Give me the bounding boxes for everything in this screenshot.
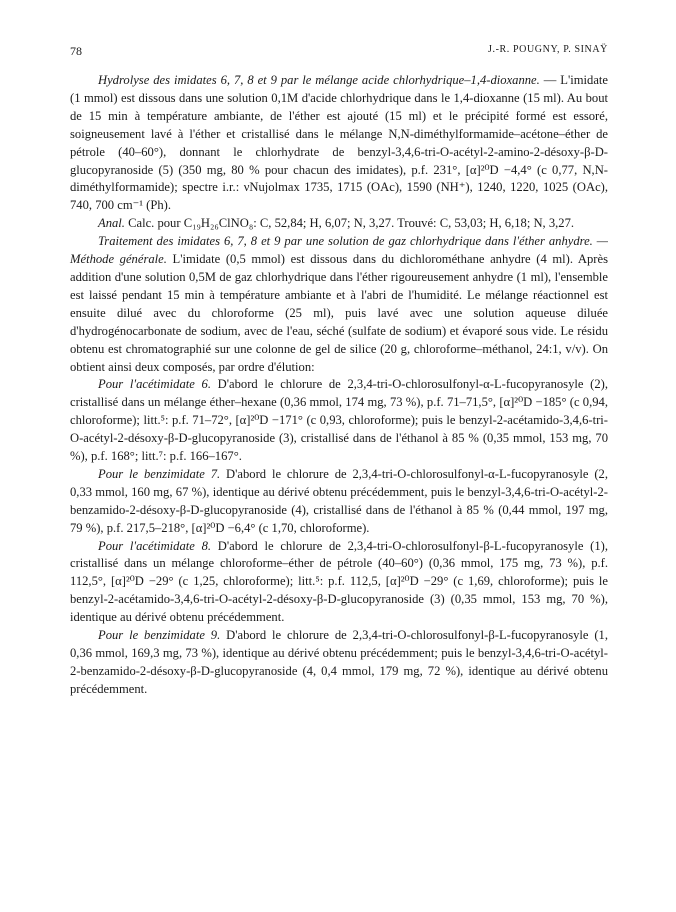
paragraph-traitement xyxy=(70,233,608,376)
paragraph-title: Pour le benzimidate 9. xyxy=(98,628,221,643)
paragraph-title: Traitement des imidates 6, 7, 8 et 9 par une solution de gaz chlorhydrique dans l'éther anhydre. — Méthode générale. xyxy=(70,234,608,267)
page-header xyxy=(70,44,608,62)
paragraph-analysis xyxy=(70,215,608,233)
paragraph-text: L'imidate (0,5 mmol) est dissous dans du dichlorométhane anhydre (4 ml). Après addition d'une solution 0,5M de gaz chlorhydrique dans l'éther rigoureusement anhydre (1 ml), l'ensemble est laissé pendant 15 min à température ambiante et à l'abri de l'humidité. Le mélange réactionnel est ensuite dilué avec du chloroforme (25 ml), puis lavé avec une solution aqueuse diluée d'hydrogénocarbonate de sodium, avec de l'eau, séché (sulfate de sodium) et évaporé sous vide. Le résidu obtenu est chromatographié sur une colonne de gel de silice (20 g, chloroforme–méthanol, 24:1, v/v). On obtient ainsi deux composés, par ordre d'élution: xyxy=(70,252,608,374)
paragraph-acetimidate-6 xyxy=(70,376,608,466)
paragraph-title: Pour l'acétimidate 6. xyxy=(98,377,211,392)
running-head: J.-R. POUGNY, P. SINAŸ xyxy=(488,44,608,55)
paragraph-title: Pour l'acétimidate 8. xyxy=(98,538,212,553)
page-number: 78 xyxy=(70,44,82,58)
paragraph-text: D'abord le chlorure de 2,3,4-tri-O-chlorosulfonyl-α-L-fucopyranosyle (2), cristallisé dans un mélange éther–hexane (0,36 mmol, 174 mg, 73 %), p.f. 71–71,5°, [α]²⁰D −185° (c 0,94, chloroforme); litt.⁵: p.f. 71–72°, [α]²⁰D −171° (c 0,93, chloroforme); puis le benzyl-2-acétamido-3,4,6-tri-O-acétyl-2-désoxy-β-D-glucopyranoside (3), cristallisé dans de l'éthanol à 85 % (0,35 mmol, 153 mg, 70 %), p.f. 168°; litt.⁷: p.f. 166–167°. xyxy=(70,377,608,464)
paragraph-text: D'abord le chlorure de 2,3,4-tri-O-chlorosulfonyl-β-L-fucopyranosyle (1, 0,36 mmol, 169,3 mg, 73 %), identique au dérivé obtenu précédemment; puis le benzyl-3,4,6-tri-O-acétyl-2-benzamido-2-désoxy-β-D-glucopyranoside (4, 0,4 mmol, 179 mg, 72 %), identique au dérivé obtenu précédemment. xyxy=(70,628,609,696)
article-body xyxy=(70,72,608,699)
paragraph-text: D'abord le chlorure de 2,3,4-tri-O-chlorosulfonyl-β-L-fucopyranosyle (1), cristallisé dans un mélange chloroforme–éther de pétrole (40–60°) (0,36 mmol, 175 mg, 73 %), p.f. 112,5°, [α]²⁰D −29° (c 1,25, chloroforme); litt.⁵: p.f. 112,5, [α]²⁰D −29° (c 1,69, chloroforme); puis le benzyl-2-acétamido-3,4,6-tri-O-acétyl-2-désoxy-β-D-glucopyranoside (3) (0,35 mmol, 153 mg, 70 %), identique au dérivé obtenu précédemment. xyxy=(70,538,608,625)
paragraph-benzimidate-9 xyxy=(70,627,608,699)
paragraph-benzimidate-7 xyxy=(70,466,608,538)
paragraph-text: — L'imidate (1 mmol) est dissous dans une solution 0,1M d'acide chlorhydrique dans le 1,4-dioxanne (15 ml). Au bout de 15 min à température ambiante, de l'éther est ajouté (15 ml) et le précipité formé est essoré, soigneusement lavé à l'éther et cristallisé dans le mélange N,N-diméthylformamide–acétone–éther de pétrole (40–60°), donnant le chlorhydrate de benzyl-3,4,6-tri-O-acétyl-2-amino-2-désoxy-β-D-glucopyranoside (5) (350 mg, 80 % pour chacun des imidates), p.f. 231°, [α]²⁰D −4,4° (c 0,77, N,N-diméthylformamide); spectre i.r.: νNujolmax 1735, 1715 (OAc), 1590 (NH⁺), 1240, 1220, 1025 (OAc), 740, 700 cm⁻¹ (Ph). xyxy=(70,73,609,213)
paragraph-text: Calc. pour C₁₉H₂₆ClNO₈: C, 52,84; H, 6,07; N, 3,27. Trouvé: C, 53,03; H, 6,18; N, 3,27. xyxy=(124,216,575,231)
paragraph-title: Pour le benzimidate 7. xyxy=(98,466,221,481)
paragraph-text: D'abord le chlorure de 2,3,4-tri-O-chlorosulfonyl-α-L-fucopyranosyle (2, 0,33 mmol, 160 mg, 67 %), identique au dérivé obtenu précédemment, puis le benzyl-3,4,6-tri-O-acétyl-2-benzamido-2-désoxy-β-D-glucopyranoside (4), cristallisé dans de l'éthanol à 85 % (0,44 mmol, 197 mg, 79 %), p.f. 217,5–218°, [α]²⁰D −6,4° (c 1,70, chloroforme). xyxy=(70,466,609,535)
paragraph-title: Anal. xyxy=(98,216,125,231)
paragraph-hydrolyse xyxy=(70,72,608,215)
paragraph-title: Hydrolyse des imidates 6, 7, 8 et 9 par le mélange acide chlorhydrique–1,4-dioxanne. xyxy=(98,73,540,87)
paragraph-acetimidate-8 xyxy=(70,538,608,628)
